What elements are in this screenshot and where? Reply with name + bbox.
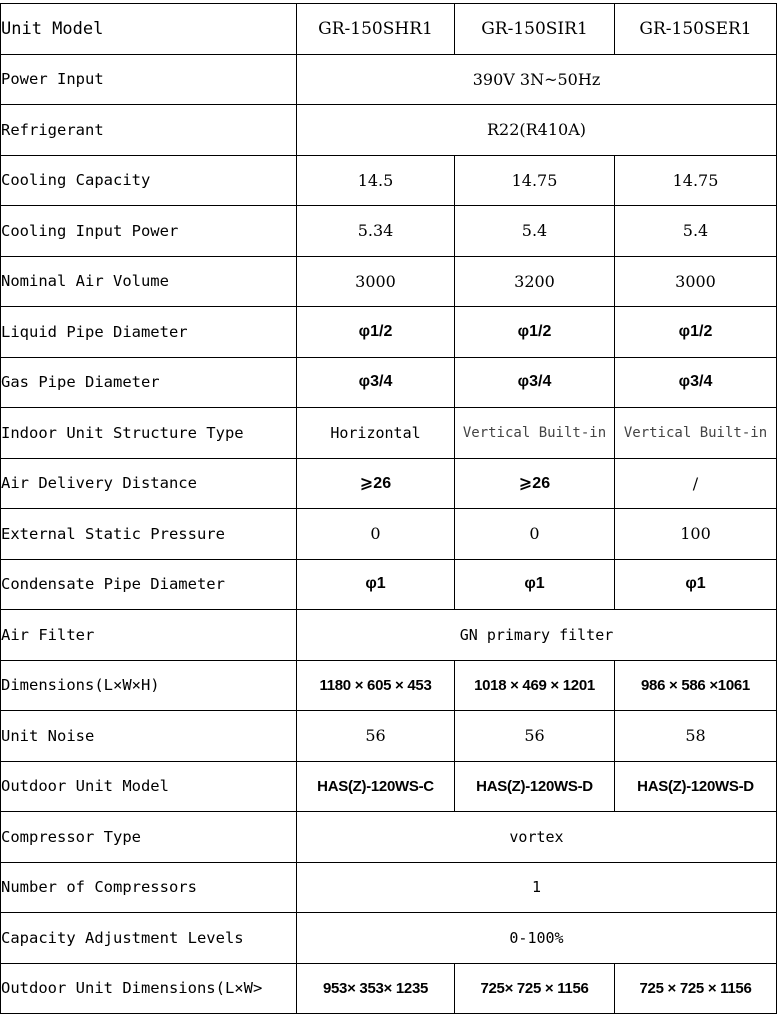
row-label: Outdoor Unit Model xyxy=(1,761,297,812)
row-label: Number of Compressors xyxy=(1,862,297,913)
table-cell: ⩾26 xyxy=(455,458,615,509)
model-name-1: GR-150SHR1 xyxy=(297,4,455,55)
row-label: External Static Pressure xyxy=(1,509,297,560)
table-row-indoor-unit-structure-type xyxy=(1,408,777,459)
table-row-compressor-type xyxy=(1,812,777,863)
row-label: Gas Pipe Diameter xyxy=(1,357,297,408)
row-label: Liquid Pipe Diameter xyxy=(1,307,297,358)
header-row xyxy=(1,4,777,55)
model-name-2: GR-150SIR1 xyxy=(455,4,615,55)
table-row-unit-noise xyxy=(1,711,777,762)
table-cell: Horizontal xyxy=(297,408,455,459)
table-row-gas-pipe-diameter xyxy=(1,357,777,408)
table-cell: 725× 725 × 1156 xyxy=(455,963,615,1014)
table-cell: φ1/2 xyxy=(297,307,455,358)
row-label: Air Filter xyxy=(1,610,297,661)
row-label: Cooling Capacity xyxy=(1,155,297,206)
merged-cell: R22(R410A) xyxy=(297,105,777,156)
table-cell: 56 xyxy=(297,711,455,762)
merged-cell: GN primary filter xyxy=(297,610,777,661)
row-label: Cooling Input Power xyxy=(1,206,297,257)
table-row-air-delivery-distance xyxy=(1,458,777,509)
table-cell: HAS(Z)-120WS-D xyxy=(615,761,777,812)
table-cell: 100 xyxy=(615,509,777,560)
table-cell: φ1 xyxy=(455,559,615,610)
row-label: Power Input xyxy=(1,54,297,105)
table-cell: φ3/4 xyxy=(455,357,615,408)
table-row-condensate-pipe-diameter xyxy=(1,559,777,610)
table-row-number-of-compressors xyxy=(1,862,777,913)
table-row-refrigerant xyxy=(1,105,777,156)
table-cell: 3000 xyxy=(297,256,455,307)
table-cell: φ1/2 xyxy=(455,307,615,358)
model-name-3: GR-150SER1 xyxy=(615,4,777,55)
table-cell: 3200 xyxy=(455,256,615,307)
table-cell: 0 xyxy=(455,509,615,560)
table-row-power-input xyxy=(1,54,777,105)
spec-table xyxy=(0,3,777,1014)
table-row-cooling-input-power xyxy=(1,206,777,257)
row-label-unit-model: Unit Model xyxy=(1,4,297,55)
row-label: Nominal Air Volume xyxy=(1,256,297,307)
table-cell: 725 × 725 × 1156 xyxy=(615,963,777,1014)
table-cell: 56 xyxy=(455,711,615,762)
table-cell: φ3/4 xyxy=(615,357,777,408)
table-cell: φ3/4 xyxy=(297,357,455,408)
table-cell: HAS(Z)-120WS-D xyxy=(455,761,615,812)
table-cell: 14.5 xyxy=(297,155,455,206)
table-cell: 953× 353× 1235 xyxy=(297,963,455,1014)
table-cell: 58 xyxy=(615,711,777,762)
row-label: Condensate Pipe Diameter xyxy=(1,559,297,610)
row-label: Indoor Unit Structure Type xyxy=(1,408,297,459)
table-cell: 986 × 586 ×1061 xyxy=(615,660,777,711)
table-cell: ⩾26 xyxy=(297,458,455,509)
row-label: Dimensions(L×W×H) xyxy=(1,660,297,711)
table-cell: φ1/2 xyxy=(615,307,777,358)
table-row-outdoor-unit-dimensions xyxy=(1,963,777,1014)
table-cell: φ1 xyxy=(615,559,777,610)
table-row-external-static-pressure xyxy=(1,509,777,560)
table-cell: 5.34 xyxy=(297,206,455,257)
table-row-nominal-air-volume xyxy=(1,256,777,307)
table-row-liquid-pipe-diameter xyxy=(1,307,777,358)
table-cell: 14.75 xyxy=(455,155,615,206)
row-label: Compressor Type xyxy=(1,812,297,863)
table-cell: 5.4 xyxy=(615,206,777,257)
row-label: Capacity Adjustment Levels xyxy=(1,913,297,964)
table-row-capacity-adjustment-levels xyxy=(1,913,777,964)
merged-cell: 0-100% xyxy=(297,913,777,964)
merged-cell: 390V 3N~50Hz xyxy=(297,54,777,105)
table-row-cooling-capacity xyxy=(1,155,777,206)
table-cell: Vertical Built-in xyxy=(615,408,777,459)
row-label: Refrigerant xyxy=(1,105,297,156)
row-label: Air Delivery Distance xyxy=(1,458,297,509)
merged-cell: 1 xyxy=(297,862,777,913)
table-cell: / xyxy=(615,458,777,509)
table-cell: 5.4 xyxy=(455,206,615,257)
table-cell: 1180 × 605 × 453 xyxy=(297,660,455,711)
table-cell: φ1 xyxy=(297,559,455,610)
row-label: Unit Noise xyxy=(1,711,297,762)
table-row-outdoor-unit-model xyxy=(1,761,777,812)
table-cell: 3000 xyxy=(615,256,777,307)
merged-cell: vortex xyxy=(297,812,777,863)
table-row-dimensions xyxy=(1,660,777,711)
table-row-air-filter xyxy=(1,610,777,661)
table-cell: 1018 × 469 × 1201 xyxy=(455,660,615,711)
row-label: Outdoor Unit Dimensions(L×W> xyxy=(1,963,297,1014)
table-cell: 0 xyxy=(297,509,455,560)
table-cell: HAS(Z)-120WS-C xyxy=(297,761,455,812)
table-cell: 14.75 xyxy=(615,155,777,206)
table-cell: Vertical Built-in xyxy=(455,408,615,459)
